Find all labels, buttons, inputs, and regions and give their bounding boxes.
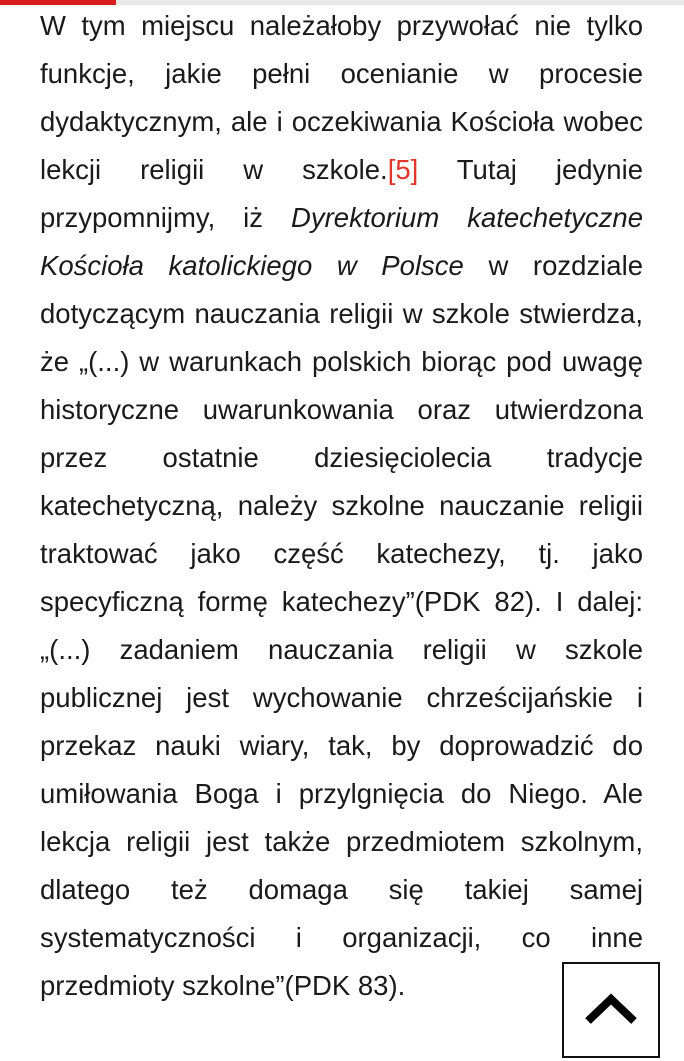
article-text-part: Tutaj jedynie przypomnijmy, iż xyxy=(40,154,644,233)
article-text-part: w rozdziale dotyczącym nauczania religii w szkole stwierdza, że „(...) w warunkach polskich biorąc pod uwagę historyczne uwarunkowania oraz utwierdzona przez ostatnie dziesięciolecia tradycje katechetyczną, należy szkolne nauczanie religii traktować jako część katechezy, tj. jako specyficzną formę katechezy”(PDK 82). I dalej: „(...) zadaniem nauczania religii w szkole publicznej jest wychowanie chrześcijańskie i przekaz nauki wiary, tak, by doprowadzić do umiłowania Boga i przylgnięcia do Niego. Ale lekcja religii jest także przedmiotem szkolnym, dlatego też domaga się takiej samej systematyczności i organizacji, co inne przedmioty szkolne”(PDK 83). xyxy=(40,250,643,1001)
document-title: Dyrektorium katechetyczne Kościoła katolickiego w Polsce xyxy=(40,202,643,281)
chevron-up-icon xyxy=(582,993,640,1027)
article-text-part: W tym miejscu należałoby przywołać nie tylko funkcje, jakie pełni ocenianie w procesie dydaktycznym, ale i oczekiwania Kościoła wobec lekcji religii w szkole. xyxy=(40,10,643,185)
back-to-top-button[interactable] xyxy=(562,962,660,1058)
article-paragraph xyxy=(40,2,643,1010)
footnote-link[interactable]: [5] xyxy=(387,154,419,185)
